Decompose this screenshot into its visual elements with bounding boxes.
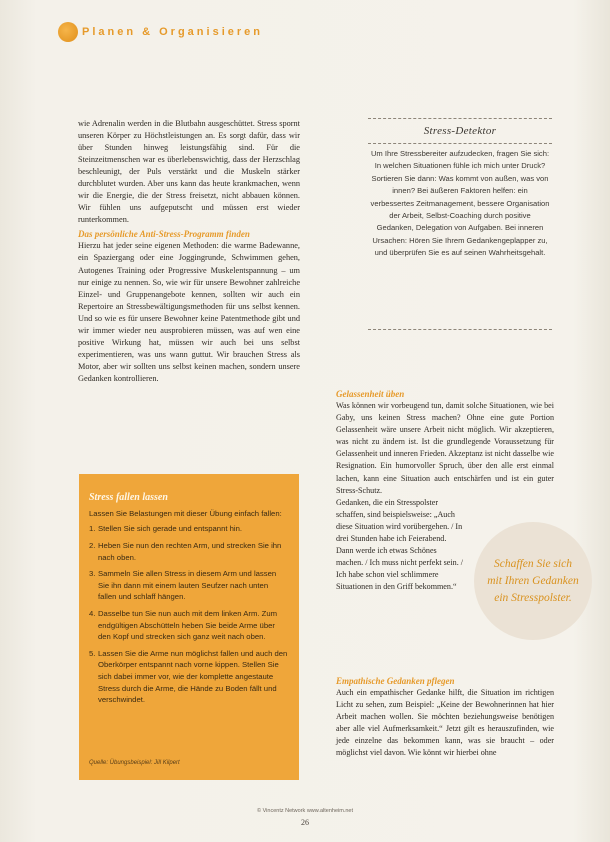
subheading: Gelassenheit üben — [336, 389, 405, 399]
exercise-step — [89, 540, 288, 563]
exercise-source: Quelle: Übungsbeispiel: Jill Kilpert — [89, 760, 180, 766]
step-number: 1. — [89, 524, 96, 534]
step-text: Dasselbe tun Sie nun auch mit dem linken Arm. Zum endgültigen Abschütteln heben Sie beide Arme über den Kopf und strecken sich ganz weit nach oben. — [98, 608, 278, 642]
step-text: Heben Sie nun den rechten Arm, und strecken Sie ihn nach oben. — [98, 541, 282, 562]
section-header — [58, 22, 263, 42]
exercise-step — [89, 523, 288, 535]
step-number: 4. — [89, 608, 96, 618]
step-text: Sammeln Sie allen Stress in diesem Arm und lassen Sie ihn dann mit einem lauten Seufzer nach unten fallen und schlaff hängen. — [98, 569, 277, 602]
header-circle-icon — [58, 22, 78, 42]
box-body: Um Ihre Stressbereiter aufzudecken, fragen Sie sich: In welchen Situationen fühle ich mich unter Druck? Sortieren Sie dann: Was kommt von außen, was von innen? Bei äußeren Faktoren helfen: ein verbessertes Zeitmanagement, bessere Organisation der Arbeit, Selbst-Coaching durch positive Gedanken, Delegation von Aufgaben. Bei inneren Ursachen: Hören Sie Ihrem Gedankengeplapper zu, und überprüfen Sie es auf seinen Wahrheitsgehalt. — [370, 149, 550, 258]
body-paragraph: Hierzu hat jeder seine eigenen Methoden: die warme Badewanne, ein Spaziergang oder eine Joggingrunde, Schwimmen gehen, Autogenes Training oder Progressive Muskelentspannung – um nur einige zu nennen. So, wie wir für unsere Bewohner zahlreiche Einzel- und Gruppenangebote kennen, sollten wir auch ein Repertoire an Stressbewältigungsmethoden für uns selbst kennen. Und so wie es für unsere Bewohner keine Patentmethode gibt und wir immer wieder neu ausprobieren müssen, was auf wen eine positive Wirkung hat, müssen wir auch bei uns selbst experimentieren, was uns wann guttut. Wir brauchen Stress als Motor, aber wir sollten uns selbst keinen machen, sondern unsere Gedanken kontrollieren. — [78, 241, 300, 383]
body-paragraph: Gedanken, die ein Stresspolster schaffen, sind beispielsweise: „Auch diese Situation wird vorübergehen. / In drei Stunden habe ich Feierabend. Dann werde ich etwas Schönes machen. / Ich muss nicht perfekt sein. / Ich habe schon viel schlimmere Situationen in den Griff bekommen.“ — [336, 497, 463, 592]
section-title: Planen & Organisieren — [82, 26, 263, 38]
step-text: Stellen Sie sich gerade und entspannt hin. — [98, 524, 243, 534]
footer-url: © Vincentz Network www.altenheim.net — [257, 808, 353, 814]
stress-detektor-box — [368, 118, 552, 330]
right-column-bottom — [336, 673, 554, 760]
step-text: Lassen Sie die Arme nun möglichst fallen und auch den Oberkörper entspannt nach vorne kippen. Stellen Sie sich dabei immer vor, wie der komplette angestaute Stress durch die Arme, die Hände zu Boden fällt und verschwindet. — [98, 648, 288, 705]
body-paragraph: wie Adrenalin werden in die Blutbahn ausgeschüttet. Stress spornt unseren Körper zu Höchstleistungen an. Es sorgt dafür, dass wir über Stunden hinweg leistungsfähig sind. Für die Steinzeitmenschen war es überlebenswichtig, dass der Herzschlag beschleunigt, der Puls verstärkt und die Muskeln stärker durchblutet wurden. Aber uns kann das heute krankmachen, wenn wir die Energie, die der Stress freisetzt, nicht abbauen können. Wir fühlen uns aufgeputscht und müssen erst wieder runterkommen. — [78, 119, 300, 225]
exercise-intro: Lassen Sie Belastungen mit dieser Übung einfach fallen: — [89, 509, 282, 518]
exercise-title: Stress fallen lassen — [89, 492, 168, 503]
page-number: 26 — [301, 818, 309, 827]
body-paragraph: Auch ein empathischer Gedanke hilft, die Situation im richtigen Licht zu sehen, zum Beispiel: „Keine der Bewohnerinnen hat hier Arbeit machen wollen. Sie möchten beziehungsweise benötigen aber alle viel Aufmerksamkeit.“ Jetzt gilt es herauszufinden, wie jede einzelne das bekommen kann, was sie braucht – oder möglichst viel davon. Wie könnt wir hierbei ohne — [336, 688, 554, 758]
exercise-box — [79, 474, 299, 780]
dashed-divider — [368, 118, 552, 119]
pull-quote — [474, 522, 592, 640]
step-number: 3. — [89, 569, 96, 579]
exercise-steps — [89, 523, 288, 705]
pull-quote-text: Schaffen Sie sich mit Ihren Gedanken ein Stresspolster. — [487, 557, 579, 604]
exercise-step — [89, 608, 288, 643]
subheading: Das persönliche Anti-Stress-Programm finden — [78, 229, 250, 240]
box-title: Stress-Detektor — [423, 125, 497, 137]
dashed-divider — [368, 329, 552, 330]
step-number: 2. — [89, 541, 96, 550]
subheading: Empathische Gedanken pflegen — [336, 676, 455, 686]
step-number: 5. — [89, 648, 96, 658]
body-paragraph: Was können wir vorbeugend tun, damit solche Situationen, wie bei Gaby, uns keinen Stress machen? Ohne eine gute Portion Gelassenheit wäre unsere Arbeit nicht möglich. Wir akzeptieren, was nicht zu ändern ist. Ist die grundlegende Voraussetzung für Gelassenheit und inneren Frieden. Akzeptanz ist nicht dasselbe wie Resignation. Ein humorvoller Spruch, über den alle erst einmal lachen, kann eine Situation auch entschärfen und ist ein guter Stress-Schutz. — [336, 401, 554, 495]
exercise-step — [89, 648, 288, 706]
exercise-step — [89, 568, 288, 603]
left-column — [78, 118, 300, 385]
